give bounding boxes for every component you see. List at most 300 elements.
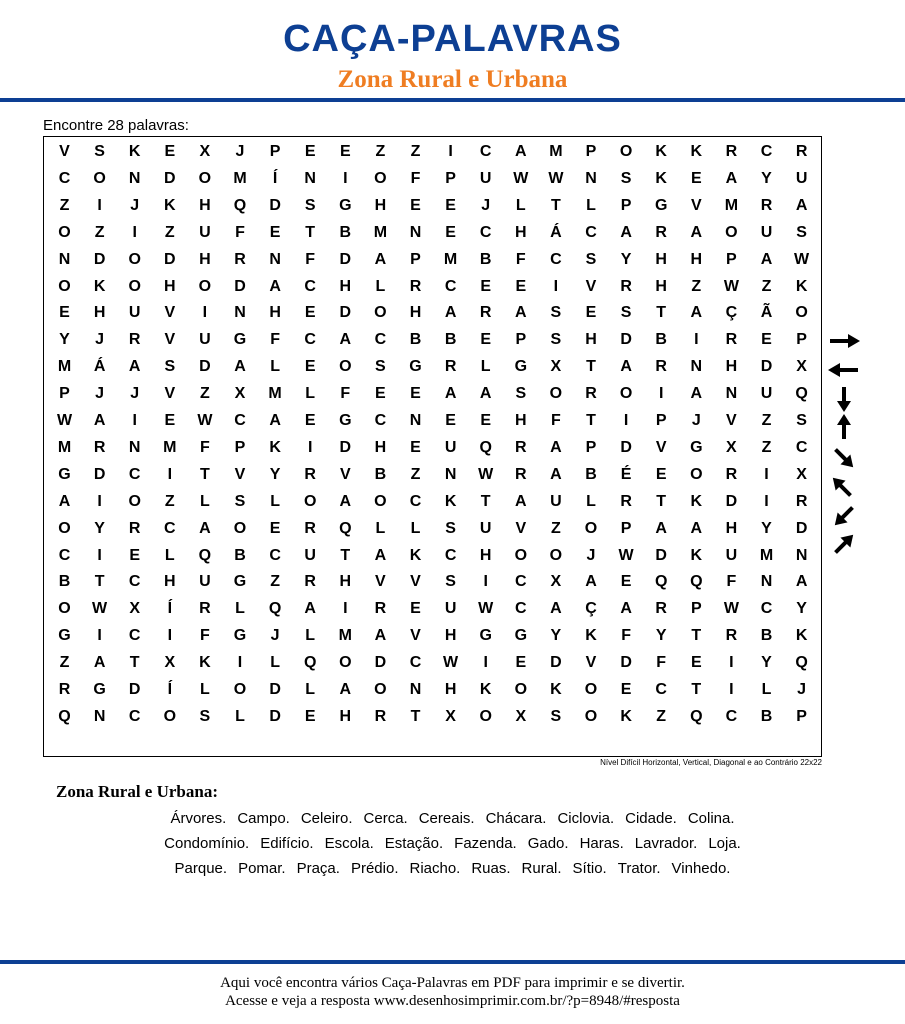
grid-letter: N (93, 707, 106, 725)
grid-letter: K (128, 143, 141, 160)
grid-letter: D (339, 438, 352, 456)
grid-letter: C (409, 492, 422, 510)
word-list-item: Ruas. (471, 860, 511, 877)
arrow-left-icon (828, 363, 858, 377)
grid-letter: Á (93, 358, 106, 376)
grid-letter: F (726, 573, 737, 591)
grid-letter: I (764, 492, 769, 510)
grid-letter: H (725, 358, 738, 376)
grid-letter: N (269, 250, 281, 268)
grid-letter: O (128, 250, 141, 268)
grid-letter: Z (761, 412, 772, 429)
grid-letter: G (233, 331, 247, 349)
grid-letter: M (373, 223, 388, 241)
difficulty-note: Nível Difícil Horizontal, Vertical, Diagonal e ao Contrário 22x22 (600, 758, 822, 767)
grid-letter: K (795, 627, 808, 645)
grid-letter: R (515, 438, 527, 456)
grid-letter: D (128, 681, 141, 698)
grid-letter: X (796, 465, 807, 483)
word-list-heading: Zona Rural e Urbana: (56, 782, 218, 801)
grid-letter: O (128, 492, 141, 510)
grid-letter: O (514, 681, 528, 698)
grid-letter: L (586, 196, 596, 214)
grid-letter: N (725, 385, 738, 403)
grid-letter: P (796, 707, 807, 725)
grid-letter: C (550, 250, 562, 268)
grid-letter: O (584, 519, 598, 537)
word-list-item: Sítio. (572, 860, 607, 877)
grid-letter: S (445, 573, 456, 591)
grid-letter: T (480, 492, 491, 510)
grid-letter: H (690, 250, 703, 268)
grid-letter: I (167, 465, 173, 483)
grid-row (44, 489, 821, 515)
grid-letter: U (479, 519, 492, 537)
grid-letter: W (548, 169, 564, 187)
grid-letter: C (409, 654, 422, 672)
grid-letter: A (620, 223, 632, 241)
word-list-item: Lavrador. (634, 835, 698, 852)
grid-letter: Q (233, 196, 247, 214)
grid-letter: X (726, 438, 737, 456)
grid-letter: P (515, 331, 527, 349)
grid-letter: U (479, 169, 492, 187)
grid-letter: O (479, 707, 492, 725)
grid-letter: X (515, 707, 527, 725)
grid-letter: T (340, 546, 351, 564)
grid-letter: C (795, 438, 808, 456)
grid-letter: E (515, 277, 527, 295)
grid-letter: N (128, 169, 141, 187)
grid-letter: R (795, 143, 808, 160)
grid-letter: H (339, 707, 352, 725)
grid-letter: A (58, 492, 71, 510)
footer-line-2: Acesse e veja a resposta www.desenhosimprimir.com.br/?p=8948/#resposta (225, 993, 680, 1009)
grid-letter: R (760, 196, 773, 214)
grid-letter: O (233, 681, 247, 698)
grid-letter: V (585, 654, 597, 672)
grid-letter: A (550, 600, 562, 618)
grid-letter: W (723, 600, 739, 618)
grid-letter: Y (94, 519, 105, 537)
grid-letter: Z (59, 196, 70, 214)
grid-letter: E (620, 681, 632, 698)
grid-letter: A (93, 654, 106, 672)
grid-row (44, 220, 821, 246)
grid-letter: O (619, 385, 633, 403)
grid-letter: S (304, 196, 316, 214)
grid-letter: Q (479, 438, 492, 456)
grid-letter: Z (761, 277, 772, 295)
grid-letter: P (585, 143, 597, 160)
grid-letter: I (307, 438, 313, 456)
grid-letter: U (128, 304, 141, 322)
grid-letter: N (304, 169, 316, 187)
grid-letter: L (480, 358, 491, 376)
grid-letter: E (445, 412, 456, 429)
grid-letter: C (479, 223, 492, 241)
grid-letter: A (269, 412, 281, 429)
grid-letter: D (93, 250, 106, 268)
grid-row (44, 704, 821, 730)
grid-letter: H (444, 681, 457, 698)
grid-letter: R (725, 143, 738, 160)
grid-letter: J (586, 546, 596, 564)
grid-letter: R (620, 277, 632, 295)
header-divider (0, 98, 905, 102)
grid-letter: K (550, 681, 562, 698)
grid-letter: A (585, 573, 597, 591)
grid-letter: E (304, 304, 316, 322)
grid-letter: I (483, 654, 488, 672)
grid-letter: I (694, 331, 699, 349)
grid-letter: C (58, 546, 71, 564)
grid-letter: T (129, 654, 140, 672)
grid-letter: I (658, 385, 664, 403)
grid-letter: S (796, 412, 807, 429)
grid-letter: F (340, 385, 351, 403)
grid-letter: C (234, 412, 246, 429)
grid-row (44, 327, 821, 353)
grid-letter: I (343, 169, 348, 187)
grid-letter: R (304, 573, 316, 591)
page-title: CAÇA-PALAVRAS (283, 18, 622, 60)
grid-letter: I (483, 573, 488, 591)
grid-letter: X (445, 707, 456, 725)
grid-letter: A (760, 250, 773, 268)
word-list-item: Rural. (521, 860, 562, 877)
grid-letter: R (725, 465, 738, 483)
grid-letter: O (374, 169, 387, 187)
grid-letter: A (690, 223, 703, 241)
grid-letter: W (56, 412, 73, 429)
grid-letter: X (550, 573, 562, 591)
grid-letter: Q (654, 573, 668, 591)
grid-row (44, 462, 821, 488)
grid-letter: V (585, 277, 597, 295)
word-list-item: Campo. (237, 810, 290, 827)
grid-letter: N (409, 681, 422, 698)
grid-letter: H (339, 573, 352, 591)
grid-letter: L (200, 681, 210, 698)
grid-letter: P (726, 250, 737, 268)
grid-letter: O (374, 492, 387, 510)
grid-letter: C (725, 707, 738, 725)
grid-letter: I (764, 465, 769, 483)
grid-letter: Y (59, 331, 70, 349)
direction-arrows (826, 330, 862, 560)
grid-letter: O (374, 304, 387, 322)
grid-letter: P (655, 412, 667, 429)
grid-letter: M (338, 627, 352, 645)
grid-letter: L (410, 519, 421, 537)
grid-letter: L (305, 627, 316, 645)
grid-letter: O (58, 600, 71, 618)
grid-letter: X (164, 654, 176, 672)
grid-letter: J (691, 412, 701, 429)
grid-letter: E (339, 143, 351, 160)
grid-letter: G (479, 627, 492, 645)
grid-letter: A (339, 681, 352, 698)
grid-letter: Z (164, 223, 175, 241)
grid-letter: E (761, 331, 772, 349)
grid-letter: W (478, 465, 494, 483)
grid-letter: B (409, 331, 422, 349)
grid-letter: S (164, 358, 176, 376)
grid-row (44, 354, 821, 380)
page-subtitle: Zona Rural e Urbana (337, 66, 568, 93)
grid-letter: K (620, 707, 632, 725)
grid-letter: D (234, 277, 246, 295)
grid-letter: C (585, 223, 597, 241)
word-list-item: Loja. (708, 835, 741, 852)
grid-letter: M (233, 169, 247, 187)
grid-letter: A (199, 519, 211, 537)
instruction-text: Encontre 28 palavras: (43, 117, 189, 134)
grid-letter: F (235, 223, 245, 241)
grid-letter: Í (167, 600, 173, 618)
grid-letter: M (163, 438, 177, 456)
grid-letter: M (57, 358, 72, 376)
grid-letter: N (409, 412, 422, 429)
grid-letter: C (444, 546, 457, 564)
grid-letter: I (97, 546, 102, 564)
grid-letter: A (690, 519, 703, 537)
grid-letter: M (759, 546, 774, 564)
grid-letter: S (585, 250, 597, 268)
grid-letter: P (796, 331, 807, 349)
grid-letter: C (128, 707, 141, 725)
grid-row (44, 516, 821, 542)
grid-letter: K (164, 196, 176, 214)
grid-letter: C (655, 681, 667, 698)
grid-letter: D (655, 546, 667, 564)
grid-letter: A (515, 143, 527, 160)
grid-letter: T (305, 223, 316, 241)
grid-letter: T (200, 465, 210, 483)
grid-letter: E (304, 412, 316, 429)
grid-letter: R (199, 600, 211, 618)
grid-letter: S (375, 358, 386, 376)
grid-letter: D (269, 196, 281, 214)
grid-letter: S (234, 492, 246, 510)
grid-letter: V (164, 385, 176, 403)
word-list-item: Colina. (687, 810, 735, 827)
grid-letter: J (481, 196, 491, 214)
grid-letter: R (795, 492, 808, 510)
grid-letter: E (269, 223, 281, 241)
word-list-item: Gado. (527, 835, 569, 852)
grid-letter: H (269, 304, 281, 322)
grid-letter: G (233, 573, 247, 591)
grid-letter: P (620, 196, 632, 214)
grid-letter: I (97, 627, 102, 645)
grid-letter: N (444, 465, 457, 483)
grid-row (44, 139, 821, 165)
grid-letter: U (199, 331, 211, 349)
grid-letter: E (269, 519, 281, 537)
grid-letter: O (58, 277, 71, 295)
grid-letter: O (339, 654, 352, 672)
grid-letter: E (620, 573, 632, 591)
grid-letter: M (57, 438, 72, 456)
grid-letter: X (129, 600, 141, 618)
grid-row (44, 274, 821, 300)
grid-letter: H (164, 277, 176, 295)
grid-letter: M (268, 385, 282, 403)
grid-letter: A (515, 492, 527, 510)
grid-letter: Ç (725, 304, 738, 322)
grid-letter: Á (550, 223, 562, 241)
grid-row (44, 596, 821, 622)
grid-letter: O (128, 277, 141, 295)
grid-row (44, 381, 821, 407)
grid-letter: B (339, 223, 352, 241)
grid-letter: R (725, 331, 738, 349)
grid-letter: E (480, 331, 492, 349)
grid-letter: X (234, 385, 246, 403)
word-list-item: Ciclovia. (557, 810, 615, 827)
grid-row (44, 408, 821, 434)
grid-letter: I (97, 492, 102, 510)
grid-letter: Z (551, 519, 561, 537)
grid-letter: N (128, 438, 141, 456)
grid-row (44, 300, 821, 326)
grid-letter: Z (200, 385, 210, 403)
grid-letter: K (93, 277, 106, 295)
word-list-line-3 (0, 860, 905, 877)
grid-letter: G (690, 438, 703, 456)
grid-letter: R (304, 519, 316, 537)
grid-letter: R (58, 681, 71, 698)
grid-letter: A (795, 196, 808, 214)
grid-letter: S (550, 304, 562, 322)
grid-letter: L (200, 492, 210, 510)
grid-letter: N (760, 573, 773, 591)
grid-letter: D (620, 654, 632, 672)
grid-letter: M (443, 250, 458, 268)
grid-letter: J (270, 627, 280, 645)
grid-letter: F (551, 412, 561, 429)
grid-row (44, 435, 821, 461)
grid-letter: P (690, 600, 702, 618)
grid-letter: Q (795, 654, 808, 672)
grid-letter: C (760, 600, 773, 618)
grid-letter: P (269, 143, 281, 160)
grid-row (44, 193, 821, 219)
grid-letter: V (59, 143, 70, 160)
grid-letter: T (656, 492, 667, 510)
grid-letter: V (726, 412, 737, 429)
grid-letter: V (690, 196, 702, 214)
grid-letter: L (586, 492, 596, 510)
grid-letter: R (655, 600, 667, 618)
grid-letter: C (128, 573, 141, 591)
grid-row (44, 569, 821, 595)
grid-letter: E (480, 412, 492, 429)
grid-letter: U (795, 169, 808, 187)
grid-letter: Q (339, 519, 352, 537)
grid-letter: O (725, 223, 738, 241)
grid-letter: I (553, 277, 559, 295)
word-list-item: Praça. (296, 860, 340, 877)
grid-letter: V (410, 627, 421, 645)
grid-letter: I (448, 143, 453, 160)
grid-letter: T (586, 412, 596, 429)
grid-letter: G (339, 196, 352, 214)
grid-letter: B (374, 465, 387, 483)
grid-letter: L (305, 681, 316, 698)
grid-letter: Q (690, 707, 703, 725)
grid-letter: H (199, 196, 211, 214)
grid-letter: U (304, 546, 316, 564)
grid-letter: S (94, 143, 105, 160)
grid-letter: G (339, 412, 352, 429)
grid-letter: F (515, 250, 526, 268)
grid-letter: T (691, 627, 702, 645)
word-list-item: Edifício. (260, 835, 314, 852)
grid-letter: E (690, 169, 702, 187)
grid-letter: W (618, 546, 634, 564)
grid-letter: V (375, 573, 386, 591)
grid-letter: E (410, 438, 421, 456)
grid-letter: T (691, 681, 702, 698)
grid-letter: O (795, 304, 808, 322)
grid-letter: A (339, 492, 352, 510)
grid-letter: H (585, 331, 597, 349)
grid-letter: Q (303, 654, 317, 672)
word-list-item: Celeiro. (300, 810, 353, 827)
grid-letter: D (199, 358, 211, 376)
grid-letter: O (233, 519, 247, 537)
grid-letter: L (235, 707, 245, 725)
grid-letter: N (585, 169, 597, 187)
grid-letter: H (93, 304, 106, 322)
grid-letter: S (550, 707, 562, 725)
grid-letter: Q (268, 600, 282, 618)
grid-letter: S (445, 519, 456, 537)
grid-row (44, 543, 821, 569)
grid-letter: A (725, 169, 738, 187)
grid-letter: S (550, 331, 562, 349)
grid-letter: O (163, 707, 177, 725)
grid-letter: D (164, 169, 176, 187)
grid-row (44, 623, 821, 649)
grid-letter: Z (59, 654, 70, 672)
grid-letter: H (515, 412, 527, 429)
grid-letter: Y (761, 519, 772, 537)
grid-letter: O (584, 681, 598, 698)
grid-letter: I (343, 600, 348, 618)
grid-letter: H (725, 519, 738, 537)
grid-letter: D (269, 681, 281, 698)
grid-letter: K (655, 169, 667, 187)
word-list-item: Chácara. (485, 810, 547, 827)
grid-letter: S (199, 707, 211, 725)
word-list-item: Vinhedo. (671, 860, 731, 877)
grid-letter: O (339, 358, 352, 376)
grid-letter: U (444, 438, 457, 456)
grid-letter: E (655, 465, 667, 483)
grid-letter: P (585, 438, 597, 456)
grid-letter: C (515, 600, 527, 618)
grid-letter: D (93, 465, 106, 483)
grid-letter: H (199, 250, 211, 268)
arrow-right-icon (830, 334, 860, 348)
grid-letter: N (795, 546, 808, 564)
grid-letter: B (479, 250, 492, 268)
grid-letter: H (164, 573, 176, 591)
